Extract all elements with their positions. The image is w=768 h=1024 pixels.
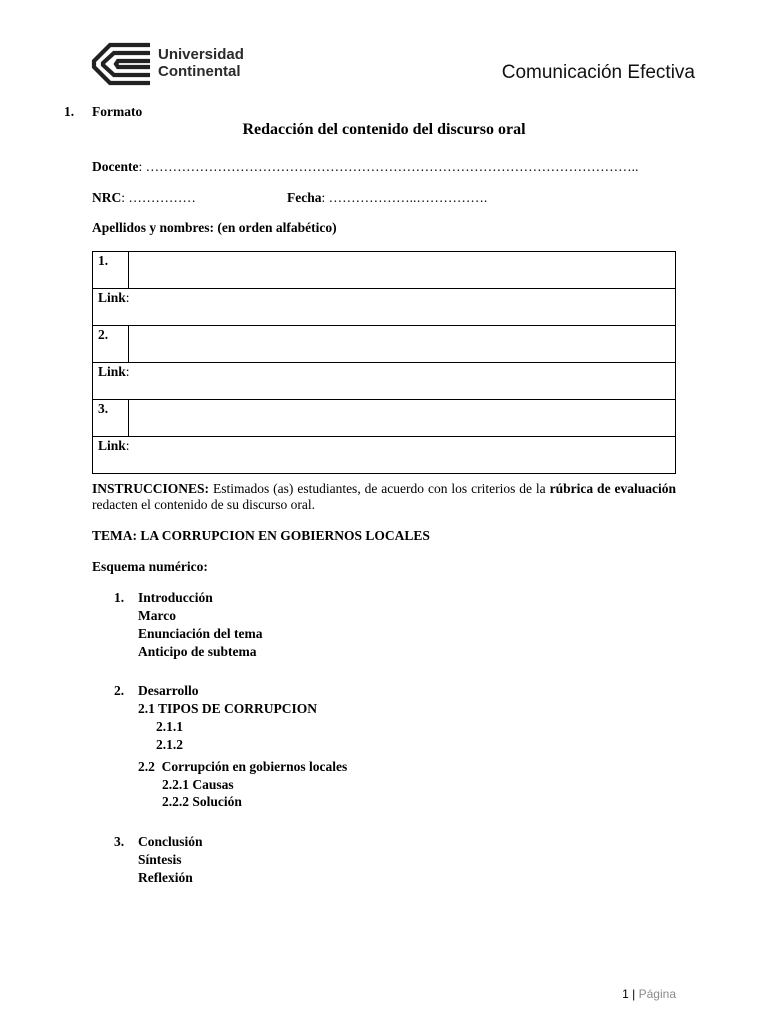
logo-wordmark	[158, 46, 244, 80]
outline-2-2-1: 2.2.1 Causas	[162, 777, 234, 792]
student-row	[93, 400, 676, 437]
outline-2-1-2: 2.1.2	[156, 737, 183, 752]
link-colon: :	[125, 364, 130, 379]
page-footer	[622, 987, 676, 1001]
logo-line-2: Continental	[158, 63, 241, 80]
link-cell[interactable]	[93, 363, 676, 400]
instructions-text-3: redacten el contenido de su discurso oral.	[92, 497, 316, 512]
outline-1-item: Enunciación del tema	[138, 626, 263, 641]
student-number: 1.	[93, 252, 129, 289]
docente-field	[92, 159, 638, 175]
link-colon: :	[125, 438, 130, 453]
student-name-cell[interactable]	[129, 252, 676, 289]
page-number: 1	[622, 987, 629, 1001]
page-label: Página	[638, 987, 676, 1001]
link-colon: :	[125, 290, 130, 305]
outline-2-2: 2.2 Corrupción en gobiernos locales	[138, 759, 348, 774]
link-cell[interactable]	[93, 437, 676, 474]
esquema-label: Esquema numérico:	[92, 559, 208, 574]
link-label: Link	[98, 438, 126, 453]
instructions-label: INSTRUCCIONES:	[92, 481, 210, 496]
instructions-rubric: rúbrica de evaluación	[549, 481, 676, 496]
outline-1-number: 1.	[114, 590, 125, 605]
course-title: Comunicación Efectiva	[501, 62, 695, 83]
outline-2-2-2: 2.2.2 Solución	[162, 794, 242, 809]
student-name-cell[interactable]	[129, 400, 676, 437]
logo-line-1: Universidad	[158, 46, 244, 63]
document-title: Redacción del contenido del discurso oral	[242, 121, 526, 138]
nrc-dots: : ……………	[121, 190, 196, 205]
student-name-cell[interactable]	[129, 326, 676, 363]
outline-2-1-1: 2.1.1	[156, 719, 183, 734]
nrc-field	[92, 190, 196, 206]
docente-dots: : ………………………………………………………………………………………………..	[138, 159, 639, 174]
fecha-dots: : ………………..…………….	[321, 190, 488, 205]
fecha-field	[287, 190, 487, 206]
fecha-label: Fecha	[287, 190, 322, 205]
outline-3	[138, 833, 203, 887]
footer-separator: |	[632, 987, 636, 1001]
link-label: Link	[98, 290, 126, 305]
docente-label: Docente	[92, 159, 139, 174]
student-row	[93, 252, 676, 289]
outline-2-title: Desarrollo	[138, 683, 199, 698]
outline-2-number: 2.	[114, 683, 125, 698]
outline-1-title: Introducción	[138, 590, 213, 605]
instructions-paragraph	[92, 481, 676, 513]
outline-2-1: 2.1 TIPOS DE CORRUPCION	[138, 701, 318, 716]
link-row	[93, 363, 676, 400]
link-label: Link	[98, 364, 126, 379]
nrc-label: NRC	[92, 190, 122, 205]
student-number: 3.	[93, 400, 129, 437]
outline-3-item: Reflexión	[138, 870, 193, 885]
instructions-text-1: Estimados (as) estudiantes, de acuerdo con los criterios de la	[209, 481, 550, 496]
outline-3-number: 3.	[114, 834, 125, 849]
link-row	[93, 437, 676, 474]
student-row	[93, 326, 676, 363]
outline-1-item: Anticipo de subtema	[138, 644, 257, 659]
outline-3-title: Conclusión	[138, 834, 203, 849]
link-row	[93, 289, 676, 326]
students-table	[92, 251, 676, 474]
students-label: Apellidos y nombres: (en orden alfabético)	[92, 220, 337, 235]
outline-1	[138, 589, 263, 661]
section-name: Formato	[92, 104, 143, 119]
section-number: 1.	[64, 104, 75, 119]
student-number: 2.	[93, 326, 129, 363]
outline-1-item: Marco	[138, 608, 176, 623]
tema-heading: TEMA: LA CORRUPCION EN GOBIERNOS LOCALES	[92, 528, 430, 543]
link-cell[interactable]	[93, 289, 676, 326]
outline-3-item: Síntesis	[138, 852, 182, 867]
